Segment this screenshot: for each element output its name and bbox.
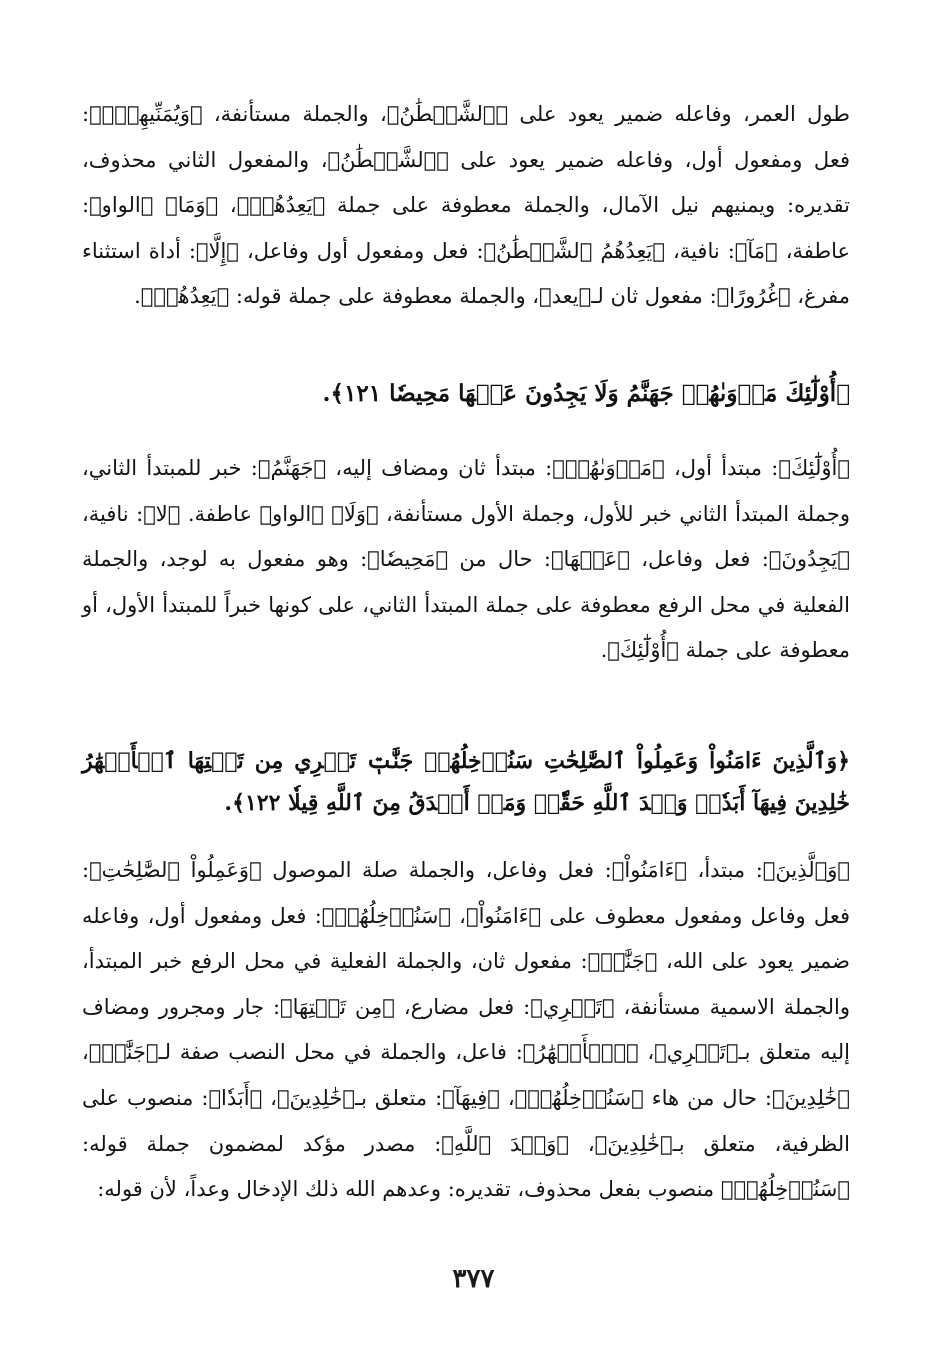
page-number: ٣٧٧ xyxy=(452,1264,495,1294)
paragraph-2-text: ﴿أُوْلَٰٓئِكَ﴾: مبتدأ أول، ﴿مَأۡوَىٰهُمۡ﴾: مبتدأ ثان ومضاف إليه، ﴿جَهَنَّمُ﴾: خبر للمبتدأ الثاني، وجملة المبتدأ الثاني خبر للأول، وجملة الأول مستأنفة، ﴿وَلَا﴾ ﴿الواو﴾ عاطفة. ﴿لا﴾: نافية، ﴿يَجِدُونَ﴾: فعل وفاعل، ﴿عَنۡهَا﴾: حال من ﴿مَحِيصٗا﴾: وهو مفعول به لوجد، والجملة الفعلية في محل الرفع معطوفة على جملة المبتدأ الثاني، على كونها خبراً للمبتدأ الأول، أو معطوفة على جملة ﴿أُوْلَٰٓئِكَ﴾. xyxy=(82,456,850,663)
paragraph-3-text: ﴿وَٱلَّذِينَ﴾: مبتدأ، ﴿ءَامَنُواْ﴾: فعل وفاعل، والجملة صلة الموصول ﴿وَعَمِلُواْ ٱلصَّٰلِحَٰتِ﴾: فعل وفاعل ومفعول معطوف على ﴿ءَامَنُواْ﴾، ﴿سَنُدۡخِلُهُمۡ﴾: فعل ومفعول أول، وفاعله ضمير يعود على الله، ﴿جَنَّٰتٖ﴾: مفعول ثان، والجملة الفعلية في محل الرفع خبر المبتدأ، والجملة الاسمية مستأنفة، ﴿تَجۡرِي﴾: فعل مضارع، ﴿مِن تَحۡتِهَا﴾: جار ومجرور ومضاف إليه متعلق بـ﴿تَجۡرِي﴾، ﴿ٱلۡأَنۡهَٰرُ﴾: فاعل، والجملة في محل النصب صفة لـ﴿جَنَّٰتٖ﴾، ﴿خَٰلِدِينَ﴾: حال من هاء ﴿سَنُدۡخِلُهُمۡ﴾، ﴿فِيهَآ﴾: متعلق بـ﴿خَٰلِدِينَ﴾، ﴿أَبَدٗا﴾: منصوب على الظرفية، متعلق بـ﴿خَٰلِدِينَ﴾، ﴿وَعۡدَ ٱللَّهِ﴾: مصدر مؤكد لمضمون جملة قوله: ﴿سَنُدۡخِلُهُمۡ﴾ منصوب بفعل محذوف، تقديره: وعدهم الله ذلك الإدخال وعداً، لأن قوله: xyxy=(82,858,850,1202)
paragraph-1 xyxy=(82,92,850,320)
verse-121 xyxy=(323,380,850,407)
paragraph-1-text: طول العمر، وفاعله ضمير يعود على ﴿ٱلشَّيۡطَٰنُ﴾، والجملة مستأنفة، ﴿وَيُمَنِّيهِمۡۖ﴾: فعل ومفعول أول، وفاعله ضمير يعود على ﴿ٱلشَّيۡطَٰنُ﴾، والمفعول الثاني محذوف، تقديره: ويمنيهم نيل الآمال، والجملة معطوفة على جملة ﴿يَعِدُهُمۡ﴾، ﴿وَمَا﴾ ﴿الواو﴾: عاطفة، ﴿مَآ﴾: نافية، ﴿يَعِدُهُمُ ٱلشَّيۡطَٰنُ﴾: فعل ومفعول أول وفاعل، ﴿إِلَّا﴾: أداة استثناء مفرغ، ﴿غُرُورًا﴾: مفعول ثان لـ﴿يعد﴾، والجملة معطوفة على جملة قوله: ﴿يَعِدُهُمۡ﴾. xyxy=(82,102,850,309)
verse-122 xyxy=(82,740,850,824)
paragraph-2 xyxy=(82,446,850,674)
verse-122-text: ﴿وَٱلَّذِينَ ءَامَنُواْ وَعَمِلُواْ ٱلصَّٰلِحَٰتِ سَنُدۡخِلُهُمۡ جَنَّٰتٖ تَجۡرِي مِن تَحۡتِهَا ٱلۡأَنۡهَٰرُ خَٰلِدِينَ فِيهَآ أَبَدٗاۖ وَعۡدَ ٱللَّهِ حَقّٗاۚ وَمَنۡ أَصۡدَقُ مِنَ ٱللَّهِ قِيلٗا ١٢٢﴾. xyxy=(82,748,850,816)
paragraph-3 xyxy=(82,848,850,1213)
verse-121-text: ﴿أُوْلَٰٓئِكَ مَأۡوَىٰهُمۡ جَهَنَّمُ وَلَا يَجِدُونَ عَنۡهَا مَحِيصٗا ١٢١﴾. xyxy=(322,380,850,407)
